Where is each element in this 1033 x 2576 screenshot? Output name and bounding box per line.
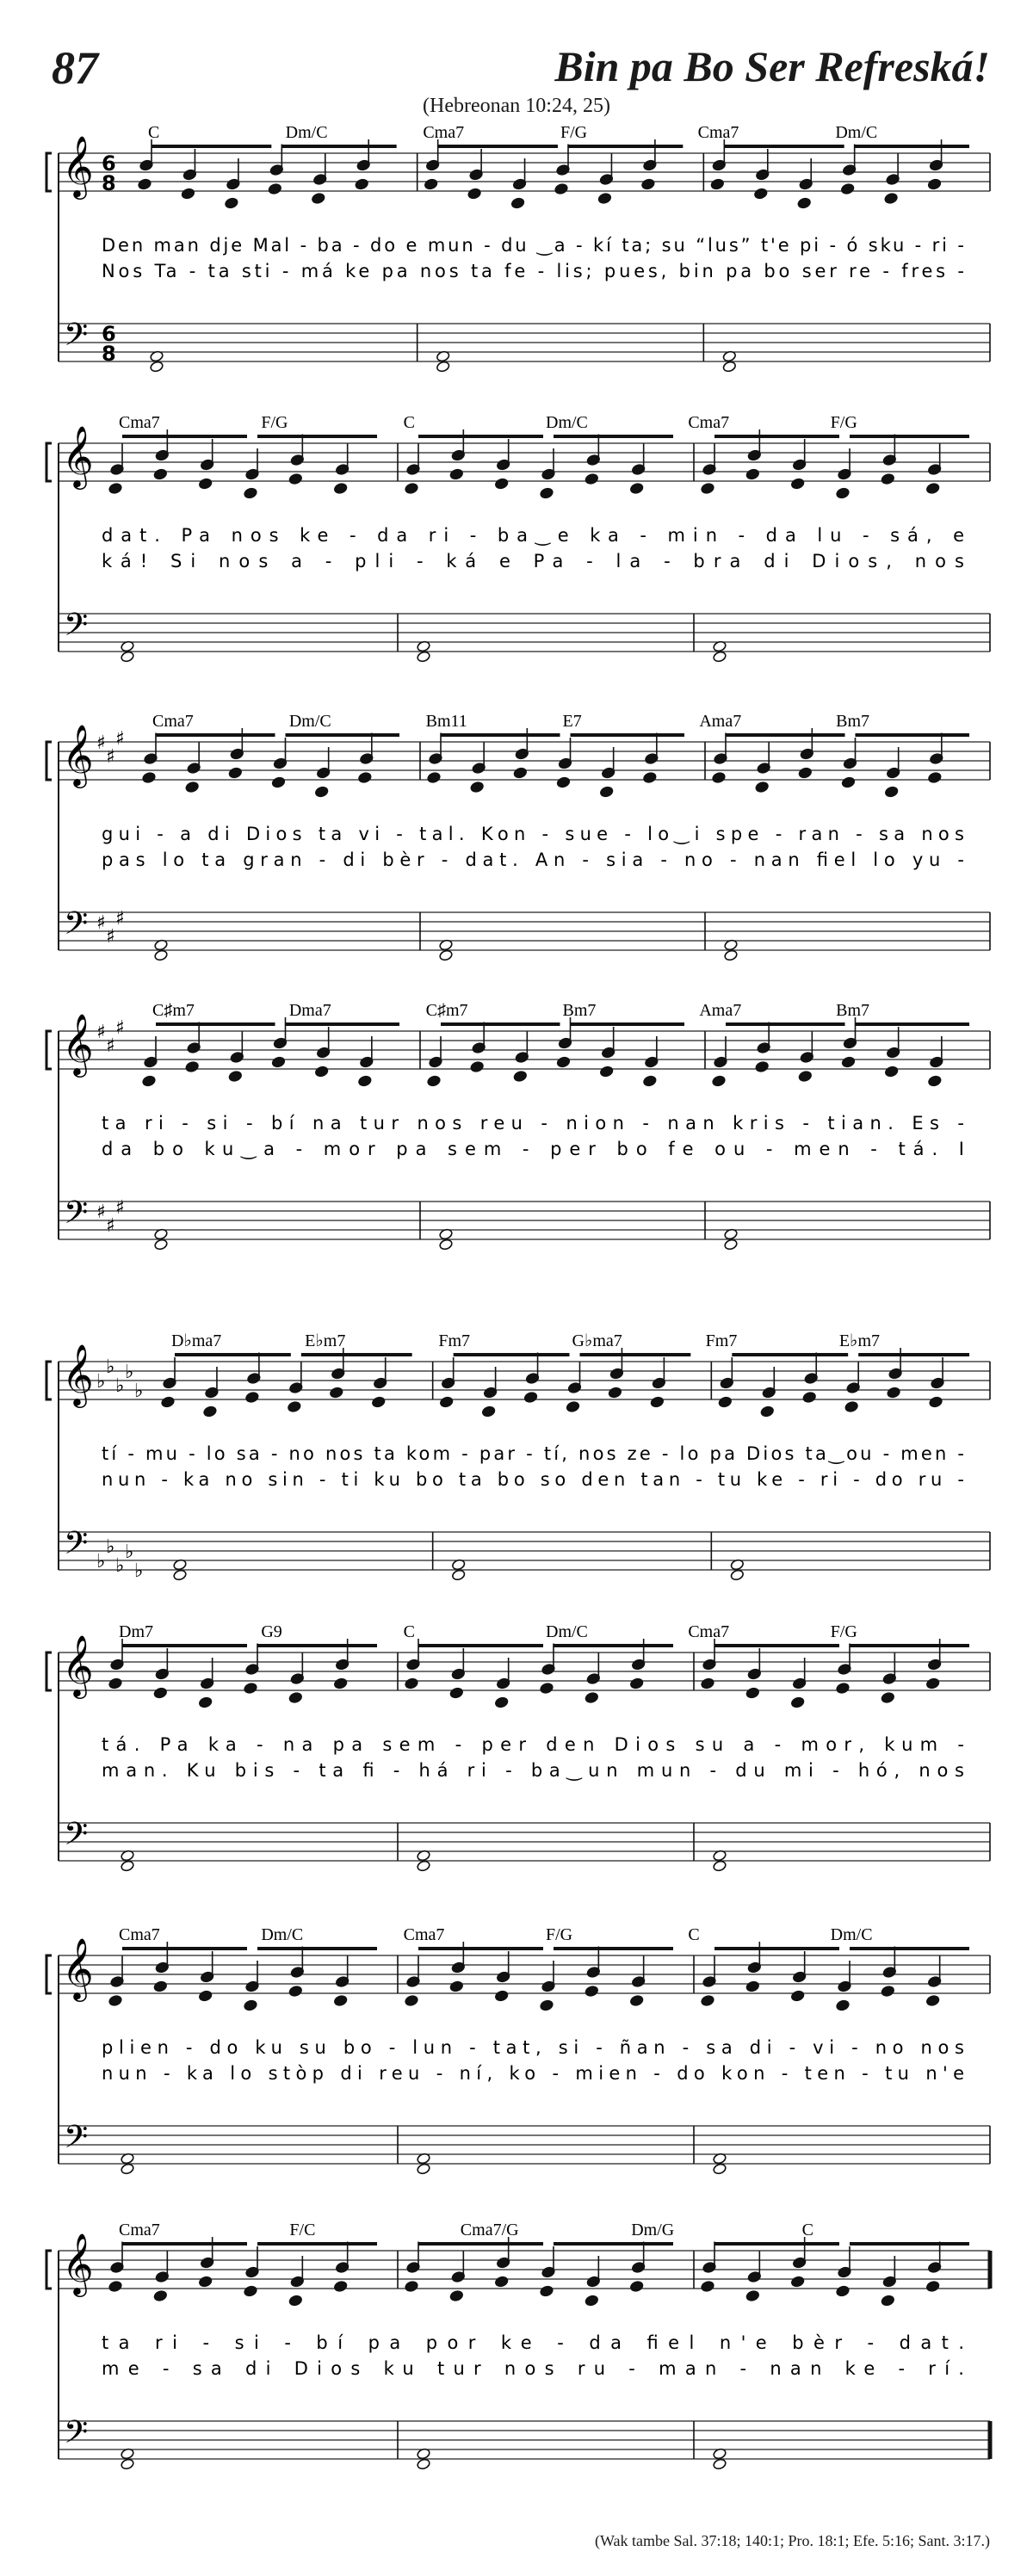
note-head [329, 1387, 343, 1399]
note-head [790, 478, 805, 490]
note-head [142, 1075, 157, 1087]
note-head [245, 1391, 260, 1403]
chord-symbol: Dm/C [546, 413, 588, 432]
note-head [836, 1999, 851, 2011]
key-signature-accidental: ♯ [115, 728, 125, 750]
system-8 [46, 2221, 990, 2470]
note-head [629, 2280, 644, 2292]
note-head [333, 2280, 348, 2292]
note-head [427, 771, 442, 783]
note-head [467, 188, 482, 200]
note-head [629, 1994, 644, 2006]
note-head [288, 2295, 303, 2307]
note-head [884, 786, 899, 798]
note-head [745, 2289, 760, 2301]
note-head [841, 776, 856, 788]
bass-clef-icon: 𝄢 [64, 2414, 89, 2458]
key-signature-accidental: ♯ [96, 912, 106, 934]
lyric-verse-2: Nos Ta - ta sti - má ke pa nos ta fe - lis; pues, bin pa bo ser re - fres - [102, 261, 964, 281]
system-bracket [46, 443, 52, 481]
lyric-verse-1: ta ri - si - bí pa por ke - da fiel n'e bèr - dat. [102, 2332, 964, 2353]
note-head [417, 1860, 431, 1872]
bass-clef-icon: 𝄢 [64, 905, 89, 949]
note-head [154, 949, 169, 961]
note-head [198, 1696, 213, 1708]
chord-symbol: Bm7 [836, 1001, 870, 1020]
system-bracket [46, 1031, 52, 1069]
system-bracket [46, 1955, 52, 1993]
note-head [925, 1994, 940, 2006]
system-7 [46, 1925, 990, 2175]
treble-clef-icon: 𝄞 [62, 424, 94, 487]
key-signature-accidental: ♭ [96, 1551, 106, 1572]
note-head [449, 2289, 464, 2301]
lyric-verse-1: tí - mu - lo sa - no nos ta kom - par - tí, nos ze - lo pa Dios ta‿ou - men - [102, 1443, 964, 1464]
note-head [513, 1070, 528, 1082]
note-head [585, 1691, 599, 1703]
note-head [929, 1396, 943, 1408]
key-signature-accidental: ♯ [115, 1197, 125, 1219]
chord-symbol: C [403, 1622, 416, 1641]
note-head [121, 2458, 135, 2470]
note-head [836, 2285, 851, 2297]
note-head [566, 1400, 580, 1412]
lyric-verse-2: nun - ka lo stòp di reu - ní, ko - mien - do kon - ten - tu n'e [102, 2063, 964, 2084]
chord-symbol: Dma7 [288, 1001, 331, 1020]
chord-symbol: Bm7 [562, 1001, 597, 1020]
note-head [745, 468, 760, 480]
chord-symbol: C [801, 2221, 813, 2239]
bass-clef-icon: 𝄢 [64, 1525, 89, 1569]
note-head [713, 651, 727, 663]
key-signature-accidental: ♯ [106, 1215, 115, 1237]
chord-symbol: Fm7 [438, 1331, 471, 1350]
key-signature-accidental: ♯ [106, 926, 115, 948]
chord-symbol: Ama7 [699, 712, 742, 731]
note-head [710, 178, 725, 190]
note-head [701, 2280, 715, 2292]
note-head [798, 1070, 813, 1082]
note-head [713, 2163, 727, 2175]
treble-clef-icon: 𝄞 [62, 1012, 94, 1075]
note-head [424, 178, 438, 190]
lyric-verse-2: nun - ka no sin - ti ku bo ta bo so den tan - tu ke - ri - do ru - [102, 1469, 965, 1490]
chord-symbol: Bm7 [836, 712, 870, 731]
note-head [244, 1999, 258, 2011]
note-head [597, 192, 612, 204]
note-head [436, 361, 450, 373]
note-head [844, 1400, 859, 1412]
system-1 [46, 123, 990, 373]
note-head [470, 1060, 485, 1072]
note-head [121, 2163, 135, 2175]
treble-clef-icon: 𝄞 [62, 723, 94, 786]
note-head [494, 1696, 509, 1708]
lyric-verse-2: pas lo ta gran - di bèr - dat. An - sia - no - nan fiel lo yu - [102, 849, 965, 870]
note-head [523, 1391, 538, 1403]
treble-clef-icon: 𝄞 [62, 1343, 94, 1405]
note-head [713, 1860, 727, 1872]
treble-clef-icon: 𝄞 [62, 134, 94, 197]
chord-symbol: E7 [562, 712, 582, 731]
footer-references: (Wak tambe Sal. 37:18; 140:1; Pro. 18:1; Efe. 5:16; Sant. 3:17.) [595, 2532, 990, 2549]
system-4 [46, 1001, 990, 1251]
chord-symbol: Cma7 [688, 1622, 730, 1641]
note-head [314, 1066, 329, 1078]
bass-clef-icon: 𝄢 [64, 607, 89, 651]
chord-symbol: Bm11 [425, 712, 467, 731]
system-bracket [46, 153, 52, 191]
note-head [629, 1677, 644, 1690]
note-head [510, 197, 525, 209]
note-head [753, 188, 768, 200]
note-head [643, 771, 658, 783]
key-signature-accidental: ♯ [106, 746, 115, 768]
key-signature-accidental: ♯ [96, 1202, 106, 1223]
chord-symbol: Cma7 [403, 1925, 445, 1944]
note-head [540, 1682, 554, 1694]
note-head [701, 1994, 715, 2006]
note-head [712, 1075, 727, 1087]
note-head [288, 1400, 302, 1412]
note-head [427, 1075, 442, 1087]
lyric-verse-1: tá. Pa ka - na pa sem - per den Dios su a - mor, kum - [102, 1734, 964, 1755]
note-head [650, 1396, 665, 1408]
system-2 [46, 413, 990, 663]
note-head [494, 2276, 509, 2288]
note-head [228, 1070, 243, 1082]
note-head [745, 1980, 760, 1992]
note-head [840, 182, 855, 195]
note-head [138, 178, 152, 190]
lyric-verse-2: me - sa di Dios ku tur nos ru - man - nan ke - rí. [102, 2358, 964, 2379]
note-head [449, 468, 464, 480]
note-head [755, 1060, 770, 1072]
key-signature-accidental: ♭ [96, 1371, 106, 1393]
key-signature-accidental: ♯ [106, 1035, 115, 1057]
lyric-verse-2: man. Ku bis - ta fi - há ri - ba‿un mun - du mi - hó, nos [102, 1760, 965, 1781]
note-head [494, 478, 509, 490]
chord-symbol: F/G [261, 413, 288, 432]
note-head [417, 2163, 431, 2175]
note-head [108, 2280, 123, 2292]
note-head [585, 1985, 599, 1997]
chord-symbol: F/G [830, 413, 857, 432]
key-signature-accidental: ♭ [115, 1375, 125, 1397]
note-head [333, 1677, 348, 1690]
note-head [884, 192, 899, 204]
chord-symbol: E♭m7 [305, 1331, 346, 1350]
system-bracket [46, 1362, 52, 1399]
time-signature-top: 6 [102, 151, 116, 176]
time-signature-bottom: 8 [102, 171, 116, 195]
note-head [745, 1687, 760, 1699]
note-head [153, 1980, 168, 1992]
note-head [405, 2280, 419, 2292]
note-head [405, 482, 419, 494]
treble-clef-icon: 𝄞 [62, 1937, 94, 1999]
lyric-verse-1: ta ri - si - bí na tur nos reu - nion - nan kris - tian. Es - [102, 1113, 964, 1134]
note-head [470, 781, 485, 793]
note-head [439, 1239, 454, 1251]
key-signature-accidental: ♭ [134, 1381, 144, 1402]
note-head [925, 1677, 940, 1690]
note-head [556, 776, 571, 788]
note-head [881, 1691, 895, 1703]
note-head [836, 1682, 851, 1694]
note-head [540, 2285, 554, 2297]
note-head [333, 482, 348, 494]
note-head [181, 188, 195, 200]
chord-symbol: Cma7 [119, 1925, 160, 1944]
time-signature-bottom: 8 [102, 342, 116, 366]
note-head [121, 1860, 135, 1872]
bass-clef-icon: 𝄢 [64, 2119, 89, 2163]
note-head [927, 178, 942, 190]
treble-clef-icon: 𝄞 [62, 1634, 94, 1696]
note-head [629, 482, 644, 494]
note-head [358, 1075, 373, 1087]
time-signature-top: 6 [102, 322, 116, 346]
note-head [405, 1677, 419, 1690]
chord-symbol: Dm/C [288, 712, 331, 731]
note-head [405, 1994, 419, 2006]
chord-symbol: F/G [830, 1622, 857, 1641]
scripture-reference: (Hebreonan 10:24, 25) [423, 95, 610, 117]
note-head [755, 781, 770, 793]
chord-symbol: Cma7 [697, 123, 739, 142]
chord-symbol: Cma7 [119, 413, 160, 432]
note-head [556, 1056, 571, 1068]
note-head [153, 1687, 168, 1699]
note-head [712, 771, 727, 783]
bass-clef-icon: 𝄢 [64, 1816, 89, 1860]
note-head [881, 473, 895, 485]
note-head [643, 1075, 658, 1087]
note-head [599, 786, 614, 798]
note-head [173, 1569, 188, 1581]
lyric-verse-2: ká! Si nos a - pli - ká e Pa - la - bra di Dios, nos [102, 551, 964, 571]
note-head [288, 1985, 303, 1997]
note-head [161, 1396, 176, 1408]
note-head [730, 1569, 745, 1581]
chord-symbol: Cma7/G [460, 2221, 519, 2239]
note-head [142, 771, 157, 783]
key-signature-accidental: ♯ [96, 732, 106, 754]
note-head [153, 468, 168, 480]
note-head [244, 2285, 258, 2297]
note-head [108, 1994, 123, 2006]
note-head [271, 776, 286, 788]
note-head [311, 192, 325, 204]
note-head [185, 1060, 200, 1072]
note-head [108, 1677, 123, 1690]
note-head [802, 1391, 817, 1403]
note-head [925, 2280, 940, 2292]
hymn-number: 87 [52, 42, 98, 94]
note-head [722, 361, 737, 373]
note-head [887, 1387, 901, 1399]
key-signature-accidental: ♭ [125, 1362, 134, 1383]
chord-symbol: C [148, 123, 160, 142]
chord-symbol: Dm/C [261, 1925, 304, 1944]
note-head [836, 487, 851, 499]
note-head [185, 781, 200, 793]
chord-symbol: G♭ma7 [572, 1331, 622, 1350]
chord-symbol: G9 [261, 1622, 282, 1641]
note-head [701, 482, 715, 494]
chord-symbol: F/C [289, 2221, 316, 2239]
note-head [358, 771, 373, 783]
note-head [481, 1405, 496, 1418]
note-head [925, 482, 940, 494]
key-signature-accidental: ♭ [125, 1541, 134, 1563]
chord-symbol: Cma7 [152, 712, 194, 731]
note-head [451, 1569, 466, 1581]
note-head [244, 1682, 258, 1694]
chord-symbol: F/G [560, 123, 588, 142]
note-head [449, 1980, 464, 1992]
note-head [718, 1396, 733, 1408]
lyric-verse-2: da bo ku‿a - mor pa sem - per bo fe ou - men - tá. I [102, 1139, 965, 1159]
note-head [371, 1396, 386, 1408]
chord-symbol: Dm/C [546, 1622, 588, 1641]
key-signature-accidental: ♭ [134, 1560, 144, 1582]
chord-symbol: Cma7 [119, 2221, 160, 2239]
chord-symbol: E♭m7 [838, 1331, 881, 1350]
note-head [608, 1387, 622, 1399]
note-head [599, 1066, 614, 1078]
note-head [554, 182, 569, 195]
lyric-verse-1: dat. Pa nos ke - da ri - ba‿e ka - min - da lu - sá, e [102, 525, 964, 546]
system-6 [46, 1622, 990, 1872]
chord-symbol: Dm/G [631, 2221, 675, 2239]
system-bracket [46, 2251, 52, 2289]
note-head [841, 1056, 856, 1068]
note-head [540, 1999, 554, 2011]
chord-symbol: Dm/C [830, 1925, 873, 1944]
chord-symbol: Cma7 [423, 123, 465, 142]
treble-clef-icon: 𝄞 [62, 2232, 94, 2295]
system-bracket [46, 742, 52, 780]
key-signature-accidental: ♭ [106, 1356, 115, 1378]
note-head [713, 2458, 727, 2470]
chord-symbol: Dm/C [285, 123, 328, 142]
note-head [153, 2289, 168, 2301]
note-head [513, 767, 528, 779]
note-head [355, 178, 369, 190]
note-head [881, 2295, 895, 2307]
chord-symbol: Ama7 [699, 1001, 742, 1020]
chord-symbol: F/G [546, 1925, 573, 1944]
note-head [268, 182, 282, 195]
note-head [288, 1691, 303, 1703]
note-head [449, 1687, 464, 1699]
note-head [928, 1075, 943, 1087]
chord-symbol: C [688, 1925, 700, 1944]
note-head [203, 1405, 218, 1418]
note-head [271, 1056, 286, 1068]
note-head [884, 1066, 899, 1078]
note-head [790, 1990, 805, 2002]
note-head [198, 1990, 213, 2002]
note-head [724, 1239, 739, 1251]
chord-symbol: Dm/C [835, 123, 878, 142]
note-head [417, 2458, 431, 2470]
key-signature-accidental: ♯ [115, 1017, 125, 1039]
note-head [333, 1994, 348, 2006]
bass-clef-icon: 𝄢 [64, 1195, 89, 1239]
note-head [314, 786, 329, 798]
system-bracket [46, 1652, 52, 1690]
note-head [198, 478, 213, 490]
note-head [154, 1239, 169, 1251]
note-head [585, 2295, 599, 2307]
hymn-title: Bin pa Bo Ser Refreská! [554, 42, 990, 90]
note-head [641, 178, 656, 190]
note-head [417, 651, 431, 663]
note-head [244, 487, 258, 499]
note-head [439, 1396, 454, 1408]
note-head [760, 1405, 775, 1418]
note-head [790, 1696, 805, 1708]
note-head [198, 2276, 213, 2288]
system-3 [46, 712, 990, 961]
lyric-verse-1: plien - do ku su bo - lun - tat, si - ñan - sa di - vi - no nos [102, 2037, 965, 2058]
note-head [121, 651, 135, 663]
note-head [724, 949, 739, 961]
bass-clef-icon: 𝄢 [64, 317, 89, 361]
note-head [494, 1990, 509, 2002]
chord-symbol: C♯m7 [152, 1001, 195, 1020]
note-head [228, 767, 243, 779]
note-head [540, 487, 554, 499]
note-head [150, 361, 164, 373]
chord-symbol: Cma7 [688, 413, 730, 432]
note-head [797, 197, 812, 209]
chord-symbol: Dm7 [119, 1622, 153, 1641]
chord-symbol: Fm7 [705, 1331, 738, 1350]
key-signature-accidental: ♯ [96, 1022, 106, 1043]
note-head [585, 473, 599, 485]
lyric-verse-1: Den man dje Mal - ba - do e mun - du ‿a - kí ta; su “lus” t'e pi - ó sku - ri - [102, 235, 964, 256]
note-head [790, 2276, 805, 2288]
chord-symbol: C♯m7 [425, 1001, 468, 1020]
note-head [701, 1677, 715, 1690]
chord-symbol: D♭ma7 [171, 1331, 222, 1350]
key-signature-accidental: ♭ [106, 1536, 115, 1558]
lyric-verse-1: gui - a di Dios ta vi - tal. Kon - sue - lo‿i spe - ran - sa nos [102, 824, 964, 844]
note-head [108, 482, 123, 494]
key-signature-accidental: ♯ [115, 908, 125, 930]
note-head [288, 473, 303, 485]
note-head [881, 1985, 895, 1997]
chord-symbol: C [403, 413, 416, 432]
note-head [225, 197, 239, 209]
note-head [798, 767, 813, 779]
system-5 [46, 1331, 990, 1582]
key-signature-accidental: ♭ [115, 1555, 125, 1577]
note-head [928, 771, 943, 783]
note-head [439, 949, 454, 961]
